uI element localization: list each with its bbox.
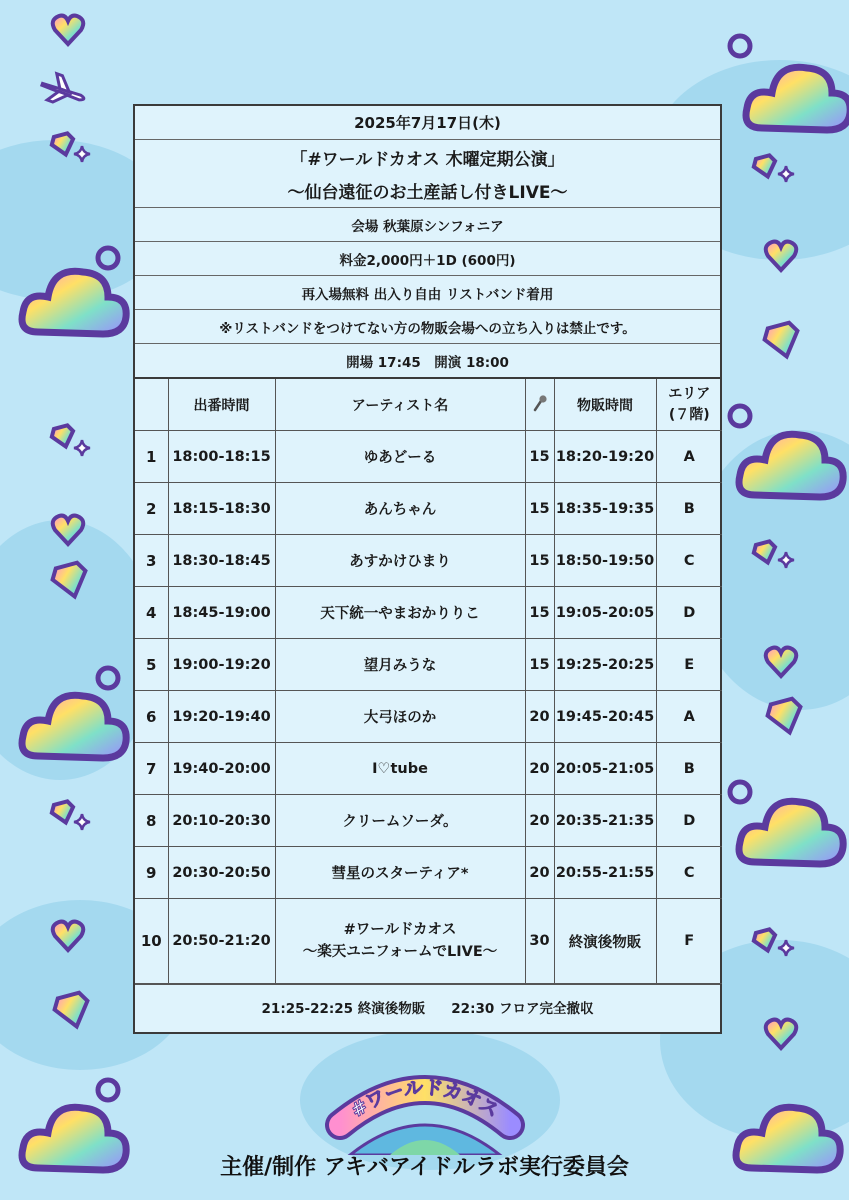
col-header-area-text: エリア (７階) xyxy=(668,386,711,423)
col-header-merch-time: 物販時間 xyxy=(554,379,656,431)
rainbow-cloud-icon xyxy=(746,67,849,130)
row-mic-minutes: 20 xyxy=(525,795,554,847)
row-merch-time: 19:05-20:05 xyxy=(554,587,656,639)
row-mic-minutes: 30 xyxy=(525,899,554,984)
row-merch-time: 19:25-20:25 xyxy=(554,639,656,691)
row-area: C xyxy=(656,535,722,587)
svg-text:#ワールドカオス: #ワールドカオス xyxy=(347,1076,503,1123)
row-number: 5 xyxy=(135,639,168,691)
row-artist: 天下統一やまおかりりこ xyxy=(275,587,525,639)
event-title: 「#ワールドカオス 木曜定期公演」 xyxy=(290,149,565,170)
table-row xyxy=(135,795,722,847)
row-number: 9 xyxy=(135,847,168,899)
row-number: 2 xyxy=(135,483,168,535)
mic-icon xyxy=(533,394,547,412)
row-mic-minutes: 20 xyxy=(525,691,554,743)
row-time: 20:30-20:50 xyxy=(168,847,275,899)
col-header-number xyxy=(135,379,168,431)
row-merch-time: 20:35-21:35 xyxy=(554,795,656,847)
row-merch-time: 18:20-19:20 xyxy=(554,431,656,483)
row-area: D xyxy=(656,587,722,639)
col-header-time: 出番時間 xyxy=(168,379,275,431)
table-header-row xyxy=(135,379,722,431)
row-area: E xyxy=(656,639,722,691)
row-number: 8 xyxy=(135,795,168,847)
closing-info xyxy=(135,984,720,1029)
open-start-times: 開場 17:45 開演 18:00 xyxy=(135,344,720,379)
row-mic-minutes: 15 xyxy=(525,483,554,535)
world-chaos-logo xyxy=(320,1055,530,1155)
rainbow-cloud-icon xyxy=(22,271,126,334)
row-number: 4 xyxy=(135,587,168,639)
row-time: 18:15-18:30 xyxy=(168,483,275,535)
schedule-sheet xyxy=(133,104,722,1034)
wristband-notice: ※リストバンドをつけてない方の物販会場への立ち入りは禁止です。 xyxy=(135,310,720,344)
col-header-area xyxy=(656,379,722,431)
post-show-merch: 21:25-22:25 終演後物販 xyxy=(261,1001,426,1017)
row-time: 18:30-18:45 xyxy=(168,535,275,587)
table-row xyxy=(135,639,722,691)
row-artist: #ワールドカオス 〜楽天ユニフォームでLIVE〜 xyxy=(275,899,525,984)
row-number: 1 xyxy=(135,431,168,483)
table-row xyxy=(135,847,722,899)
event-subtitle: 〜仙台遠征のお土産話し付きLIVE〜 xyxy=(135,174,720,208)
row-mic-minutes: 15 xyxy=(525,639,554,691)
floor-clear: 22:30 フロア完全撤収 xyxy=(451,1001,594,1017)
row-area: A xyxy=(656,691,722,743)
row-time: 20:50-21:20 xyxy=(168,899,275,984)
venue: 会場 秋葉原シンフォニア xyxy=(135,208,720,242)
table-row xyxy=(135,691,722,743)
row-artist: I♡tube xyxy=(275,743,525,795)
row-artist: あんちゃん xyxy=(275,483,525,535)
row-merch-time: 終演後物販 xyxy=(554,899,656,984)
rainbow-cloud-icon xyxy=(739,801,843,864)
row-number: 3 xyxy=(135,535,168,587)
col-header-mic xyxy=(525,379,554,431)
row-mic-minutes: 15 xyxy=(525,587,554,639)
row-merch-time: 18:35-19:35 xyxy=(554,483,656,535)
row-artist: 彗星のスターティア* xyxy=(275,847,525,899)
row-time: 18:45-19:00 xyxy=(168,587,275,639)
row-time: 18:00-18:15 xyxy=(168,431,275,483)
row-number: 7 xyxy=(135,743,168,795)
row-artist: 大弓ほのか xyxy=(275,691,525,743)
airplane-icon xyxy=(38,70,89,111)
row-merch-time: 20:55-21:55 xyxy=(554,847,656,899)
table-row xyxy=(135,587,722,639)
reentry-info: 再入場無料 出入り自由 リストバンド着用 xyxy=(135,276,720,310)
table-row xyxy=(135,899,722,984)
row-area: F xyxy=(656,899,722,984)
row-mic-minutes: 20 xyxy=(525,847,554,899)
row-artist: ゆあどーる xyxy=(275,431,525,483)
row-area: B xyxy=(656,743,722,795)
row-merch-time: 18:50-19:50 xyxy=(554,535,656,587)
rainbow-cloud-icon xyxy=(22,695,126,758)
col-header-artist: アーティスト名 xyxy=(275,379,525,431)
row-artist: 望月みうな xyxy=(275,639,525,691)
event-date: 2025年7月17日(木) xyxy=(135,106,720,140)
row-time: 19:40-20:00 xyxy=(168,743,275,795)
row-time: 20:10-20:30 xyxy=(168,795,275,847)
row-number: 6 xyxy=(135,691,168,743)
row-time: 19:20-19:40 xyxy=(168,691,275,743)
row-merch-time: 20:05-21:05 xyxy=(554,743,656,795)
rainbow-cloud-icon xyxy=(739,434,843,497)
row-area: B xyxy=(656,483,722,535)
table-row xyxy=(135,743,722,795)
table-row xyxy=(135,483,722,535)
logo-graphic xyxy=(320,1055,530,1155)
timetable xyxy=(135,379,722,984)
row-area: C xyxy=(656,847,722,899)
row-area: A xyxy=(656,431,722,483)
row-number: 10 xyxy=(135,899,168,984)
row-area: D xyxy=(656,795,722,847)
table-row xyxy=(135,431,722,483)
row-mic-minutes: 15 xyxy=(525,431,554,483)
row-artist: あすかけひまり xyxy=(275,535,525,587)
row-time: 19:00-19:20 xyxy=(168,639,275,691)
row-mic-minutes: 15 xyxy=(525,535,554,587)
table-row xyxy=(135,535,722,587)
organizer-credit: 主催/制作 アキバアイドルラボ実行委員会 xyxy=(220,1155,629,1180)
row-merch-time: 19:45-20:45 xyxy=(554,691,656,743)
row-artist: クリームソーダ。 xyxy=(275,795,525,847)
price: 料金2,000円＋1D (600円) xyxy=(135,242,720,276)
row-mic-minutes: 20 xyxy=(525,743,554,795)
